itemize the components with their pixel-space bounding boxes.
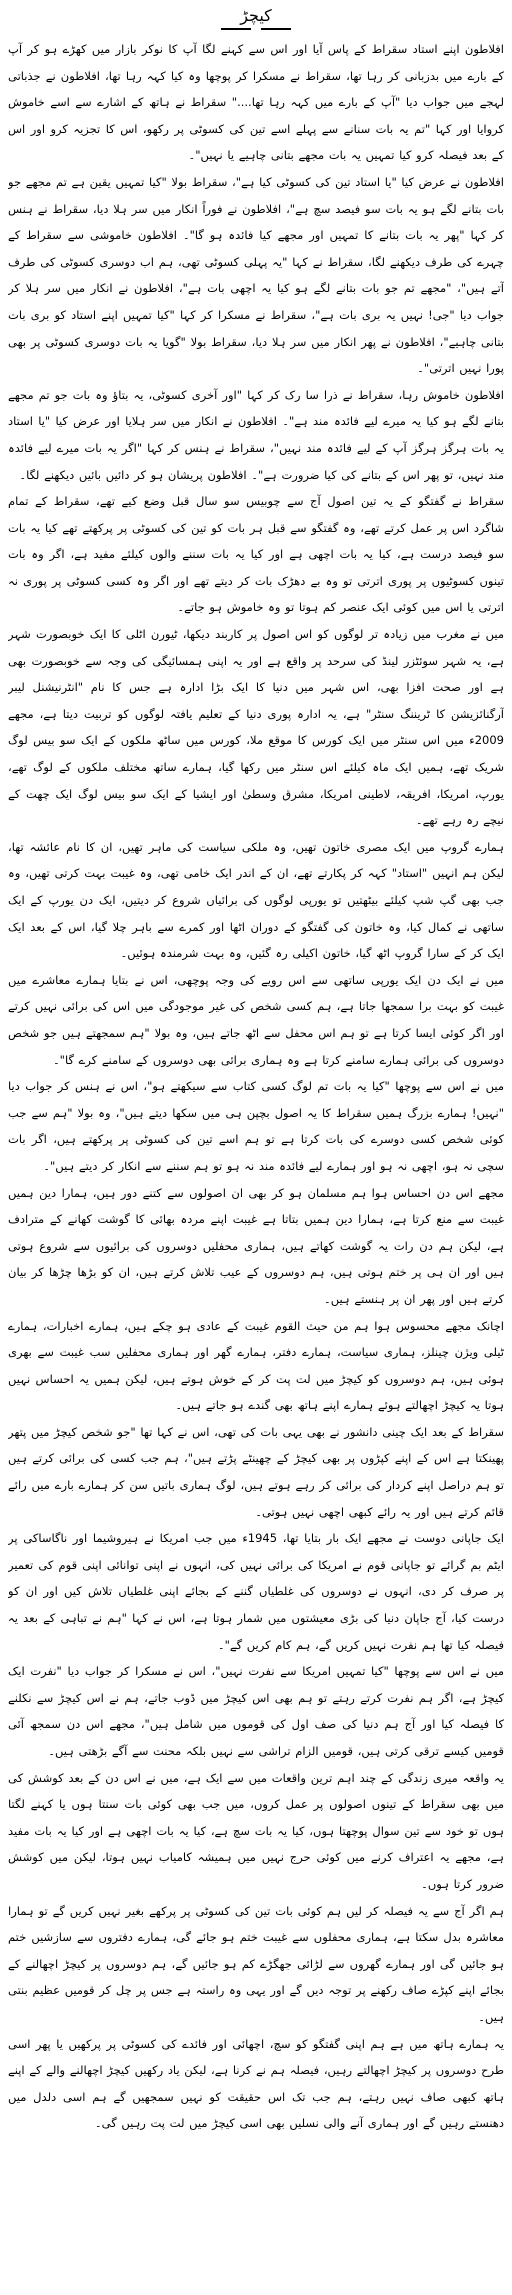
- paragraph: ہمارے گروپ میں ایک مصری خاتون تھیں، وہ ملکی سیاست کی ماہر تھیں، ان کا نام عائشہ تھا، لیکن ہم انہیں "استاد" کہہ کر پکارتے تھے، ان کے اندر ایک خامی تھی، وہ غیبت بہت کرتی تھیں، وہ جب بھی گپ شپ کیلئے بیٹھتیں تو یورپی لوگوں کی برائیاں شروع کر دیتیں، ایک دن یورپ کے ایک ساتھی نے کمال کیا، وہ خاتون کی گفتگو کے دوران اٹھا اور کمرے سے باہر چلا گیا، اس کے بعد ایک ایک کر کے سارا گروپ اٹھ گیا، خاتون اکیلی رہ گئیں، وہ بہت شرمندہ ہوئیں۔: [8, 839, 504, 961]
- article-body: [8, 36, 504, 2291]
- title-underline: [221, 28, 291, 30]
- paragraph: افلاطون نے عرض کیا "یا استاد تین کی کسوٹی کیا ہے"، سقراط بولا "کیا تمہیں یقین ہے تم مجھے جو بات بتانے لگے ہو یہ بات سو فیصد سچ ہے"، افلاطون نے فوراً انکار میں سر ہلا دیا، سقراط نے ہنس کر کہا "پھر یہ بات بتانے کا تمہیں اور مجھے کیا فائدہ ہو گا"۔ افلاطون خاموشی سے سقراط کے چہرے کی طرف دیکھنے لگا، سقراط نے کہا "یہ پہلی کسوٹی تھی، ہم اب دوسری کسوٹی کی طرف آتے ہیں"، "مجھے تم جو بات بتانے لگے ہو کیا یہ اچھی بات ہے"، افلاطون نے انکار میں سر ہلا کر جواب دیا "جی! نہیں یہ بری بات ہے"، سقراط نے مسکرا کر کہا "کیا تمہیں اپنے استاد کو بری بات بتانی چاہیے"، افلاطون نے پھر انکار میں سر ہلا دیا، سقراط بولا "گویا یہ بات دوسری کسوٹی پر بھی پورا نہیں اترتی"۔: [8, 174, 504, 376]
- paragraph: سقراط نے گفتگو کے یہ تین اصول آج سے چوبیس سو سال قبل وضع کیے تھے، سقراط کے تمام شاگرد اس پر عمل کرتے تھے، وہ گفتگو سے قبل ہر بات کو تین کی کسوٹی پر پرکھتے تھے کیا یہ بات سو فیصد درست ہے، کیا یہ بات اچھی ہے اور کیا یہ بات سننے والوں کیلئے مفید ہے، اگر وہ بات تینوں کسوٹیوں پر پوری اترتی تو وہ بے دھڑک بات کر دیتے تھے اور اگر وہ کسی کسوٹی پر پوری نہ اترتی یا اس میں کوئی ایک عنصر کم ہوتا تو وہ خاموش ہو جاتے۔: [8, 494, 504, 615]
- paragraph: یہ واقعہ میری زندگی کے چند اہم ترین واقعات میں سے ایک ہے، میں نے اس دن کے بعد کوشش کی میں بھی سقراط کے تینوں اصولوں پر عمل کروں، میں جب بھی کوئی بات سنتا ہوں یا کہنے لگتا ہوں تو خود سے تین سوال پوچھتا ہوں، کیا یہ بات سچ ہے، کیا یہ بات اچھی ہے اور کیا یہ بات مفید ہے، مجھے یہ اعتراف کرنے میں کوئی حرج نہیں میں ہمیشہ کامیاب نہیں ہوتا، لیکن میں کوشش ضرور کرتا ہوں۔: [8, 1770, 504, 1891]
- paragraph: میں نے اس سے پوچھا "کیا تمہیں امریکا سے نفرت نہیں"، اس نے مسکرا کر جواب دیا "نفرت ایک کیچڑ ہے، اگر ہم نفرت کرتے رہتے تو ہم بھی اس کیچڑ میں ڈوب جاتے، ہم نے اس کیچڑ سے نکلنے کا فیصلہ کیا اور آج ہم دنیا کی صف اول کی قوموں میں شامل ہیں"، مجھے اس دن سمجھ آئی قومیں کیسے ترقی کرتی ہیں، قومیں الزام تراشی سے نہیں بلکہ محنت سے آگے بڑھتی ہیں۔: [8, 1664, 504, 1758]
- paragraph: افلاطون اپنے استاد سقراط کے پاس آیا اور اس سے کہنے لگا آپ کا نوکر بازار میں کھڑے ہو کر آپ کے بارے میں بدزبانی کر رہا تھا، سقراط نے مسکرا کر پوچھا وہ کیا کہہ رہا تھا، افلاطون نے جذباتی لہجے میں جواب دیا "آپ کے بارے میں کہہ رہا تھا...." سقراط نے ہاتھ کے اشارے سے اسے خاموش کروایا اور کہا "تم یہ بات سنانے سے پہلے اسے تین کی کسوٹی پر رکھو، اس کا تجزیہ کرو اور اس کے بعد فیصلہ کرو کیا تمہیں یہ بات مجھے بتانی چاہیے یا نہیں"۔: [8, 42, 504, 163]
- article-title: کیچڑ: [240, 6, 272, 25]
- paragraph: افلاطون خاموش رہا، سقراط نے ذرا سا رک کر کہا "اور آخری کسوٹی، یہ بتاؤ وہ بات جو تم مجھے بتانے لگے ہو کیا یہ میرے لیے فائدہ مند ہے"۔ افلاطون نے انکار میں سر ہلایا اور عرض کیا "یا استاد یہ بات ہرگز ہرگز آپ کے لیے فائدہ مند نہیں"، سقراط نے ہنس کر کہا "اگر یہ بات میرے لیے فائدہ مند نہیں، تو پھر اس کے بتانے کی کیا ضرورت ہے"۔ افلاطون پریشان ہو کر دائیں بائیں دیکھنے لگا۔: [8, 387, 504, 482]
- paragraph: مجھے اس دن احساس ہوا ہم مسلمان ہو کر بھی ان اصولوں سے کتنے دور ہیں، ہمارا دین ہمیں غیبت سے منع کرتا ہے، ہمارا دین ہمیں بتاتا ہے غیبت اپنے مردہ بھائی کا گوشت کھانے کے مترادف ہے، لیکن ہم دن رات یہ گوشت کھاتے ہیں، ہماری محفلیں دوسروں کی برائیوں سے شروع ہوتی ہیں اور ان ہی پر ختم ہوتی ہیں، ہم دوسروں کے عیب تلاش کرتے ہیں، ان کو بڑھا چڑھا کر بیان کرتے ہیں اور پھر ان پر ہنستے ہیں۔: [8, 1185, 504, 1306]
- paragraph: میں نے مغرب میں زیادہ تر لوگوں کو اس اصول پر کاربند دیکھا، ٹیورن اٹلی کا ایک خوبصورت شہر ہے، یہ شہر سوئٹزر لینڈ کی سرحد پر واقع ہے اور یہ اپنی ہمسائیگی کی وجہ سے خوبصورت بھی ہے اور صحت افزا بھی، اس شہر میں دنیا کا ایک بڑا ادارہ ہے جس کا نام "انٹرنیشنل لیبر آرگنائزیشن کا ٹریننگ سنٹر" ہے، یہ ادارہ پوری دنیا کے تعلیم یافتہ لوگوں کو تربیت دیتا ہے، مجھے 2009ء میں اس سنٹر میں ایک کورس کا موقع ملا، کورس میں ساٹھ ملکوں کے ایک سو بیس لوگ شریک تھے، ہمیں ایک ماہ کیلئے اس سنٹر میں رکھا گیا، ہمارے ساتھ مختلف ملکوں کے لوگ تھے، یورپ، امریکا، افریقہ، لاطینی امریکا، مشرق وسطیٰ اور ایشیا کے ایک سو بیس لوگ ایک چھت کے نیچے رہ رہے تھے۔: [8, 627, 504, 828]
- paragraph: ہم اگر آج سے یہ فیصلہ کر لیں ہم کوئی بات تین کی کسوٹی پر پرکھے بغیر نہیں کریں گے تو ہمارا معاشرہ بدل سکتا ہے، ہماری محفلوں سے غیبت ختم ہو جائے گی، ہمارے دفتروں سے سازشیں ختم ہو جائیں گی اور ہمارے گھروں سے لڑائی جھگڑے کم ہو جائیں گے، ہم دوسروں پر کیچڑ اچھالنے کے بجائے اپنے کپڑے صاف رکھنے پر توجہ دیں گے اور یہی وہ راستہ ہے جس پر چل کر قومیں عظیم بنتی ہیں۔: [8, 1903, 504, 2024]
- paragraph: سقراط کے بعد ایک چینی دانشور نے بھی یہی بات کی تھی، اس نے کہا تھا "جو شخص کیچڑ میں پتھر پھینکتا ہے اس کے اپنے کپڑوں پر بھی کیچڑ کے چھینٹے پڑتے ہیں"، ہم جب کسی کی برائی کرتے ہیں تو ہم دراصل اپنے کردار کی برائی کر رہے ہوتے ہیں، لوگ ہماری باتیں سن کر ہمارے بارے میں رائے قائم کرتے ہیں اور یہ رائے کبھی اچھی نہیں ہوتی۔: [8, 1424, 504, 1519]
- paragraph: اچانک مجھے محسوس ہوا ہم من حیث القوم غیبت کے عادی ہو چکے ہیں، ہمارے اخبارات، ہمارے ٹیلی ویژن چینلز، ہماری سیاست، ہمارے دفتر، ہمارے گھر اور ہماری محفلیں سب غیبت سے بھری ہوئی ہیں، ہم دوسروں کو کیچڑ میں لت پت کر کے خوش ہوتے ہیں، لیکن ہمیں یہ احساس نہیں ہوتا یہ کیچڑ اچھالتے ہوئے ہمارے اپنے ہاتھ بھی گندے ہو جاتے ہیں۔: [8, 1318, 504, 1413]
- paragraph: ایک جاپانی دوست نے مجھے ایک بار بتایا تھا، 1945ء میں جب امریکا نے ہیروشیما اور ناگاساکی پر ایٹم بم گرائے تو جاپانی قوم نے امریکا کی برائی نہیں کی، انہوں نے اپنی توانائی اپنی قوم کی تعمیر پر صرف کر دی، انہوں نے دوسروں کی غلطیاں گننے کے بجائے اپنی غلطیاں تلاش کیں اور ان کو درست کیا، آج جاپان دنیا کی بڑی معیشتوں میں شمار ہوتا ہے، اس نے کہا "ہم نے تباہی کے بعد یہ فیصلہ کیا تھا ہم نفرت نہیں کریں گے، ہم کام کریں گے"۔: [8, 1531, 504, 1652]
- paragraph: میں نے ایک دن ایک یورپی ساتھی سے اس رویے کی وجہ پوچھی، اس نے بتایا ہمارے معاشرے میں غیبت کو بہت برا سمجھا جاتا ہے، ہم کسی شخص کی غیر موجودگی میں اس کی برائی نہیں کرتے اور اگر کوئی ایسا کرتا ہے تو ہم اس محفل سے اٹھ جاتے ہیں، وہ بولا "ہم سمجھتے ہیں جو شخص دوسروں کی برائی ہمارے سامنے کرتا ہے وہ ہماری برائی بھی دوسروں کے سامنے کرے گا"۔: [8, 972, 504, 1067]
- paragraph: میں نے اس سے پوچھا "کیا یہ بات تم لوگ کسی کتاب سے سیکھتے ہو"، اس نے ہنس کر جواب دیا "نہیں! ہمارے بزرگ ہمیں سقراط کا یہ اصول بچپن ہی میں سکھا دیتے ہیں"، وہ بولا "ہم سے جب کوئی شخص کسی دوسرے کی بات کرتا ہے تو ہم اسے تین کی کسوٹی پر پرکھتے ہیں، اگر بات سچی نہ ہو، اچھی نہ ہو اور ہمارے لیے فائدہ مند نہ ہو تو ہم سننے سے انکار کر دیتے ہیں"۔: [8, 1079, 504, 1173]
- paragraph: یہ ہمارے ہاتھ میں ہے ہم اپنی گفتگو کو سچ، اچھائی اور فائدے کی کسوٹی پر پرکھیں یا پھر اسی طرح دوسروں پر کیچڑ اچھالتے رہیں، فیصلہ ہم نے کرنا ہے، لیکن یاد رکھیں کیچڑ اچھالنے والے کے اپنے ہاتھ کبھی صاف نہیں رہتے، ہم جب تک اس حقیقت کو نہیں سمجھیں گے ہم اسی دلدل میں دھنستے رہیں گے اور ہماری آنے والی نسلیں بھی اسی کیچڑ میں لت پت رہیں گی۔: [8, 2036, 504, 2131]
